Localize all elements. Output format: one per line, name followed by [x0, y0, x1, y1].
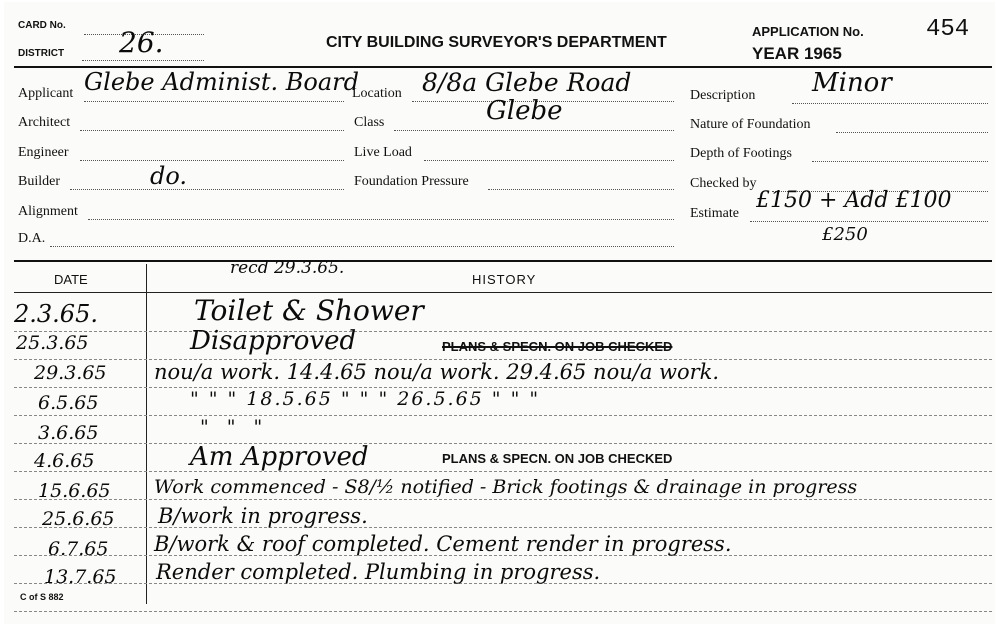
plans-checked-stamp: PLANS & SPECN. ON JOB CHECKED [442, 451, 673, 466]
history-entry: Am Approved [190, 442, 369, 472]
application-number: 454 [926, 16, 970, 43]
history-date: 13.7.65 [44, 566, 117, 588]
history-date: 4.6.65 [34, 450, 95, 472]
class-label: Class [354, 115, 385, 130]
history-header: HISTORY [472, 272, 537, 287]
da-label: D.A. [18, 231, 46, 246]
history-entry: " " " [200, 416, 269, 438]
builder-value: do. [150, 162, 188, 190]
depth-of-footings-label: Depth of Footings [690, 146, 792, 161]
applicant-label: Applicant [18, 86, 74, 101]
history-entry: B/work in progress. [158, 504, 368, 528]
history-date: 3.6.65 [38, 422, 99, 444]
history-date: 2.3.65. [14, 300, 98, 328]
history-entry: Disapproved [190, 326, 357, 356]
foundation-pressure-label: Foundation Pressure [354, 174, 469, 189]
history-date: 25.3.65 [16, 332, 89, 354]
applicant-value: Glebe Administ. Board [84, 68, 359, 96]
district-label: DISTRICT [18, 48, 65, 59]
builder-label: Builder [18, 174, 60, 189]
year-label: YEAR 1965 [752, 44, 842, 63]
card-no-label: CARD No. [18, 20, 66, 31]
date-header: DATE [54, 272, 88, 287]
history-entry: Render completed. Plumbing in progress. [156, 560, 601, 584]
location-label: Location [352, 86, 402, 101]
history-entry: Work commenced - S8/½ notified - Brick footings & drainage in progress [154, 476, 858, 498]
location-value-line2: Glebe [486, 96, 563, 126]
estimate-label: Estimate [690, 206, 739, 221]
application-label: APPLICATION No. [752, 24, 864, 39]
checked-by-label: Checked by [690, 176, 757, 191]
nature-of-foundation-label: Nature of Foundation [690, 117, 811, 132]
form-code: C of S 882 [20, 592, 64, 602]
district-value: 26. [119, 26, 164, 59]
building-card [4, 2, 995, 624]
history-date: 15.6.65 [38, 480, 111, 502]
location-value-line1: 8/8a Glebe Road [422, 68, 632, 97]
history-entry: nou/a work. 14.4.65 nou/a work. 29.4.65 nou/a work. [154, 360, 720, 384]
history-date: 25.6.65 [42, 508, 115, 530]
description-label: Description [690, 88, 756, 103]
live-load-label: Live Load [354, 145, 412, 160]
estimate-value: £150 + Add £100 [756, 188, 952, 213]
received-note: recd 29.3.65. [230, 258, 345, 278]
architect-label: Architect [18, 115, 71, 130]
history-entry: B/work & roof completed. Cement render in progress. [154, 532, 732, 556]
history-date: 6.7.65 [48, 538, 109, 560]
plans-checked-stamp-struck: PLANS & SPECN. ON JOB CHECKED [442, 339, 673, 354]
alignment-label: Alignment [18, 204, 78, 219]
history-entry: Toilet & Shower [194, 294, 424, 327]
history-entry: " " " 18.5.65 " " " 26.5.65 " " " [190, 388, 541, 410]
history-date: 6.5.65 [38, 392, 99, 414]
description-value: Minor [812, 68, 892, 98]
engineer-label: Engineer [18, 145, 69, 160]
history-date: 29.3.65 [34, 362, 107, 384]
department-title: CITY BUILDING SURVEYOR'S DEPARTMENT [326, 34, 667, 51]
estimate-total: £250 [822, 224, 868, 245]
